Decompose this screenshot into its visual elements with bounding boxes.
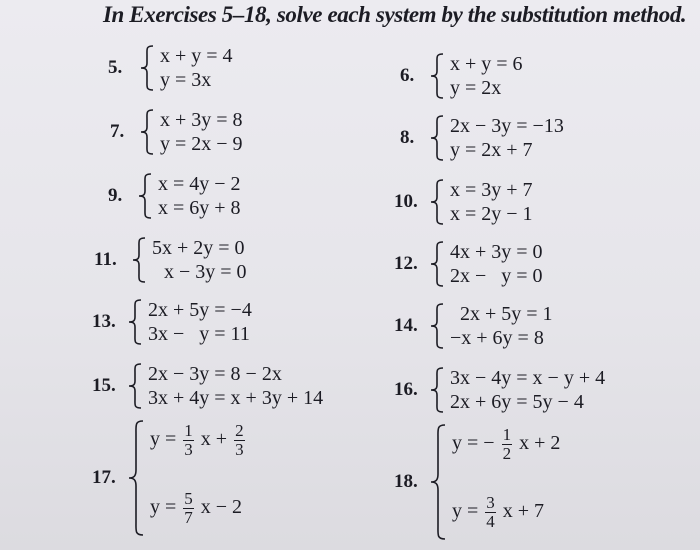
equation-1: 2x − 3y = 8 − 2x [148, 363, 282, 385]
exercise-12 [394, 240, 624, 288]
exercise-16 [394, 366, 684, 414]
equation-2: −x + 6y = 8 [450, 327, 544, 349]
equation-2: y = 2x + 7 [450, 139, 533, 161]
denominator: 4 [486, 512, 495, 531]
exercise-number: 7. [110, 121, 125, 142]
equation-1: x + y = 4 [160, 45, 233, 67]
exercise-number: 6. [400, 65, 415, 86]
exercise-7 [110, 108, 330, 156]
denominator: 3 [235, 440, 244, 459]
brace-icon [430, 367, 444, 413]
exercise-number: 15. [92, 375, 116, 396]
numerator: 5 [184, 489, 193, 508]
exercise-number: 9. [108, 185, 123, 206]
exercise-number: 12. [394, 253, 418, 274]
equation-1: 2x − 3y = −13 [450, 115, 564, 137]
equation-2: x − 3y = 0 [164, 261, 247, 283]
brace-icon [430, 179, 444, 225]
brace-icon [132, 237, 146, 283]
equation-term: x + 2 [519, 432, 561, 455]
equation-2: x = 6y + 8 [158, 197, 241, 219]
exercise-14 [394, 302, 624, 350]
brace-icon [430, 241, 444, 287]
fraction [183, 490, 194, 527]
equation-2: y = 2x − 9 [160, 133, 243, 155]
equation-1: 2x + 5y = 1 [460, 303, 553, 325]
equation-lhs: y = [150, 496, 177, 519]
exercise-18 [394, 422, 644, 542]
exercise-number: 17. [92, 467, 116, 488]
brace-icon [430, 115, 444, 161]
brace-icon [138, 173, 152, 219]
equation-2: y = 3x [160, 69, 212, 91]
denominator: 2 [502, 444, 512, 463]
exercise-number: 11. [94, 249, 117, 270]
exercise-number: 16. [394, 379, 418, 400]
equation-1: x + y = 6 [450, 53, 523, 75]
exercise-8 [400, 114, 640, 162]
equation-lhs: y = − [452, 432, 495, 455]
denominator: 7 [184, 508, 193, 527]
equation-2: 3x − y = 11 [148, 323, 250, 345]
brace-icon [128, 363, 142, 409]
exercise-number: 18. [394, 471, 418, 492]
fraction [183, 422, 194, 459]
equation-1: 2x + 5y = −4 [148, 299, 252, 321]
brace-icon [128, 420, 144, 536]
equation-1: x + 3y = 8 [160, 109, 243, 131]
brace-icon [128, 299, 142, 345]
equation-1 [150, 422, 247, 459]
exercise-13 [92, 298, 332, 346]
brace-icon [140, 45, 154, 91]
fraction [485, 494, 496, 531]
equation-2: y = 2x [450, 77, 502, 99]
exercise-number: 13. [92, 311, 116, 332]
equation-term: x + [200, 428, 228, 451]
exercise-number: 14. [394, 315, 418, 336]
exercise-number: 10. [394, 191, 418, 212]
exercise-5 [108, 44, 308, 92]
numerator: 1 [184, 421, 193, 440]
equation-2: 2x − y = 0 [450, 265, 543, 287]
equation-term: x + 7 [502, 500, 545, 523]
equation-2: 3x + 4y = x + 3y + 14 [148, 387, 324, 409]
numerator: 3 [486, 493, 495, 512]
numerator: 1 [502, 425, 512, 444]
equation-1: x = 3y + 7 [450, 179, 533, 201]
exercise-11 [94, 236, 334, 284]
equation-1: x = 4y − 2 [158, 173, 241, 195]
equation-lhs: y = [452, 500, 479, 523]
exercise-number: 5. [108, 57, 123, 78]
exercise-number: 8. [400, 127, 415, 148]
brace-icon [430, 303, 444, 349]
equation-2 [150, 490, 242, 527]
numerator: 2 [235, 421, 244, 440]
brace-icon [430, 53, 444, 99]
equation-lhs: y = [150, 428, 177, 451]
exercise-15 [92, 362, 382, 410]
exercise-17 [92, 418, 342, 538]
exercise-6 [400, 52, 600, 100]
equation-1: 5x + 2y = 0 [152, 237, 245, 259]
brace-icon [140, 109, 154, 155]
fraction [234, 422, 245, 459]
denominator: 3 [184, 440, 193, 459]
exercise-instructions: In Exercises 5–18, solve each system by the substitution method. [103, 2, 687, 27]
equation-1: 3x − 4y = x − y + 4 [450, 367, 606, 389]
exercise-10 [394, 178, 624, 226]
equation-1 [452, 426, 560, 463]
equation-1: 4x + 3y = 0 [450, 241, 543, 263]
equation-2: x = 2y − 1 [450, 203, 533, 225]
fraction [502, 426, 513, 463]
equation-term: x − 2 [200, 496, 243, 519]
equation-2: 2x + 6y = 5y − 4 [450, 391, 584, 413]
equation-2 [452, 494, 544, 531]
exercise-9 [108, 172, 328, 220]
brace-icon [430, 424, 446, 540]
